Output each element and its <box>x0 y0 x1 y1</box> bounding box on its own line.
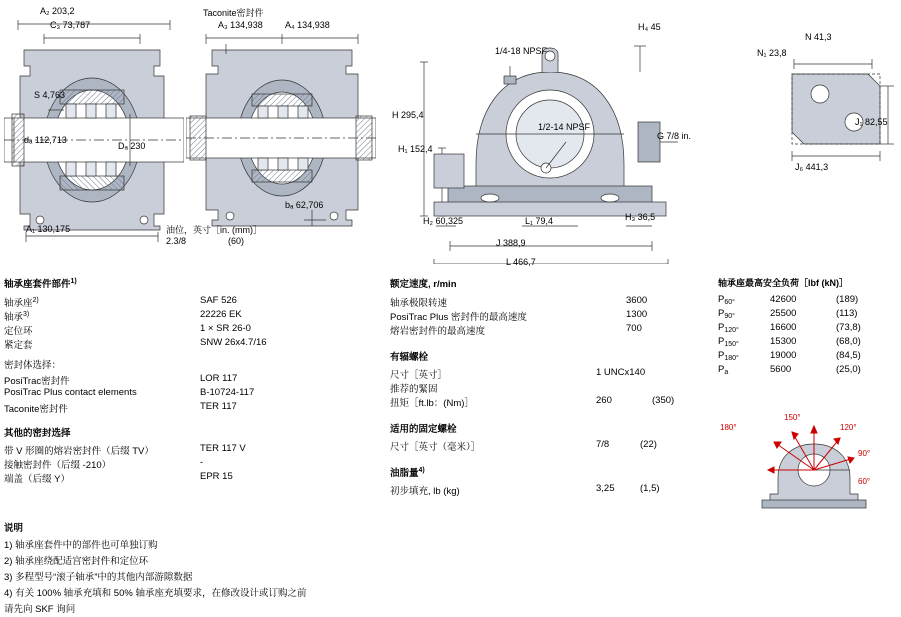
row-value: B-10724-117 <box>200 387 255 398</box>
row-value: LOR 117 <box>200 373 238 384</box>
dimension-label: Dₐ 230 <box>118 141 146 151</box>
table-row <box>718 308 898 322</box>
other-seal-title: 其他的密封选择 <box>4 428 71 439</box>
table-row <box>4 457 334 471</box>
table-row <box>4 323 334 337</box>
row-value-secondary: (25,0) <box>836 364 861 375</box>
angle-label-60: 60° <box>858 477 871 486</box>
dimension-label: 1/4-18 NPSF <box>495 46 548 56</box>
seal-options-title: 密封体选择： <box>4 360 62 371</box>
row-label: 初步填充, lb (kg) <box>390 486 460 497</box>
row-value: 3600 <box>626 295 648 306</box>
bearing-unit-components-table <box>4 276 334 485</box>
row-label: $P_{120^\circ}$ <box>718 322 739 334</box>
row-value: SAF 526 <box>200 295 237 306</box>
note-item: 1) 轴承座套件中的部件也可单独订购 <box>4 540 158 551</box>
dimension-label: bₐ 62,706 <box>285 200 324 210</box>
row-label: 轴承$^{3)}$ <box>4 310 30 323</box>
row-label: $P_{90^\circ}$ <box>718 308 735 320</box>
row-value: TER 117 V <box>200 443 246 454</box>
row-value-secondary: (350) <box>652 395 675 406</box>
note-item: 2) 轴承座绕配适宫密封件和定位环 <box>4 556 149 567</box>
note-item: 请先向 SKF 询问 <box>4 604 76 615</box>
dimension-label: (60) <box>228 236 245 246</box>
row-value-secondary: (68,0) <box>836 336 861 347</box>
dimension-label: 2.3/8 <box>166 236 187 246</box>
row-label: Taconite密封件 <box>4 404 68 415</box>
row-value: 22226 EK <box>200 309 242 320</box>
row-label: PosiTrac密封件 <box>4 376 70 387</box>
table-row <box>4 401 334 415</box>
dimension-label: A₄ 134,938 <box>285 20 330 30</box>
notes-title: 说明 <box>4 523 24 534</box>
row-value: 5600 <box>770 364 792 375</box>
row-label: 定位环 <box>4 326 33 337</box>
dimension-label: A₃ 134,938 <box>218 20 263 30</box>
angle-label-180: 180° <box>720 423 737 432</box>
table-row <box>718 336 898 350</box>
table-row <box>4 443 334 457</box>
safe-load-table <box>718 276 898 378</box>
fixing-bolt-title: 适用的固定螺栓 <box>390 424 457 435</box>
row-value: 260 <box>596 395 612 406</box>
dimension-label: N₁ 23,8 <box>757 48 787 58</box>
table-row <box>4 295 334 309</box>
angle-label-150: 150° <box>784 413 801 422</box>
table-row <box>4 373 334 387</box>
load-angle-diagram <box>718 408 888 518</box>
table-row <box>390 395 700 409</box>
dimension-label: L 466,7 <box>506 257 536 267</box>
row-value: SNW 26x4.7/16 <box>200 337 267 348</box>
row-value: 1 UNCx140 <box>596 367 646 378</box>
row-label: $P_{180^\circ}$ <box>718 350 739 362</box>
row-value: 7/8 <box>596 439 610 450</box>
row-value: 25500 <box>770 308 797 319</box>
grease-title: 油脂量$^{4)}$ <box>390 466 425 479</box>
ratings-table <box>390 276 700 497</box>
row-label: $P_a$ <box>718 364 729 376</box>
dimension-label: Taconite密封件 <box>203 8 264 18</box>
dimension-label: A₂ 203,2 <box>40 6 75 16</box>
row-value: 15300 <box>770 336 797 347</box>
dimension-label: G 7/8 in. <box>657 131 692 141</box>
row-value: EPR 15 <box>200 471 233 482</box>
table-row <box>390 295 700 309</box>
row-label: 带 V 形圈的熔岩密封件（后缀 TV） <box>4 446 154 457</box>
row-label: 轴承座$^{2)}$ <box>4 296 39 309</box>
notes-block <box>4 520 306 617</box>
table-row <box>390 483 700 497</box>
row-value: 3,25 <box>596 483 615 494</box>
dimension-label: H₄ 45 <box>638 22 661 32</box>
table-row <box>4 387 334 401</box>
row-value-secondary: (22) <box>640 439 657 450</box>
table-row <box>390 439 700 453</box>
row-label: $P_{60^\circ}$ <box>718 294 735 306</box>
row-value: 19000 <box>770 350 797 361</box>
table-row <box>390 323 700 337</box>
row-value: 1 × SR 26-0 <box>200 323 251 334</box>
row-label: 轴承极限转速 <box>390 298 448 309</box>
row-label: 接触密封件（后缀 -210） <box>4 460 112 471</box>
row-label: $P_{150^\circ}$ <box>718 336 739 348</box>
table-row <box>390 381 700 395</box>
row-value: 42600 <box>770 294 797 305</box>
row-label: 扭矩［ft.lb：(Nm)］ <box>390 398 474 409</box>
dimension-label: J 388,9 <box>496 238 526 248</box>
note-item: 3) 多程型号“滚子轴承”中的其他内部游隙数据 <box>4 572 193 583</box>
table-row <box>718 364 898 378</box>
table-row <box>4 471 334 485</box>
dimension-label: J₆ 441,3 <box>795 162 829 172</box>
dimension-label: L₁ 79,4 <box>525 216 554 226</box>
table-row <box>390 367 700 381</box>
row-value-secondary: (84,5) <box>836 350 861 361</box>
table-row <box>718 350 898 364</box>
table-row <box>718 322 898 336</box>
dimension-label: S 4,763 <box>34 90 66 100</box>
angle-label-120: 120° <box>840 423 857 432</box>
dimension-label: 1/2-14 NPSF <box>538 122 591 132</box>
dimension-label: 油位，英寸［in. (mm)］ <box>166 225 262 235</box>
row-label: 紧定套 <box>4 340 33 351</box>
dimension-label: H₃ 36,5 <box>625 212 656 222</box>
row-label: 尺寸［英寸］ <box>390 370 448 381</box>
row-value: - <box>200 457 204 468</box>
bolt-title: 有辐螺栓 <box>390 352 429 363</box>
dimension-label: H₁ 152,4 <box>398 144 433 154</box>
table-row <box>4 309 334 323</box>
row-label: PosiTrac Plus contact elements <box>4 387 137 398</box>
table-row <box>390 309 700 323</box>
row-label: 熔岩密封件的最高速度 <box>390 326 486 337</box>
row-label: 端盖（后缀 Y） <box>4 474 70 485</box>
row-label: 推荐的緊固 <box>390 384 438 395</box>
angle-label-90: 90° <box>858 449 871 458</box>
table-row <box>4 337 334 351</box>
table-row <box>718 294 898 308</box>
drawing-area <box>0 0 901 270</box>
row-label: PosiTrac Plus 密封件的最高速度 <box>390 312 527 323</box>
safe-load-title: 轴承座最高安全负荷［lbf (kN)］ <box>718 278 848 288</box>
row-label: 尺寸［英寸（毫米）］ <box>390 442 481 453</box>
dimension-label: dₐ 112,713 <box>24 135 67 145</box>
left-table-title: 轴承座套件部件$^{1)}$ <box>4 277 77 290</box>
dimension-label: H₂ 60,325 <box>423 216 464 226</box>
row-value: 16600 <box>770 322 797 333</box>
dimension-label: J₁ 82,55 <box>855 117 888 127</box>
row-value: 1300 <box>626 309 648 320</box>
row-value-secondary: (73,8) <box>836 322 861 333</box>
drawing-top-view <box>768 44 898 184</box>
row-value-secondary: (189) <box>836 294 859 305</box>
dimension-label: C₃ 73,787 <box>50 20 91 30</box>
row-value: TER 117 <box>200 401 237 412</box>
row-value-secondary: (1,5) <box>640 483 660 494</box>
speed-title: 额定速度, r/min <box>390 279 457 290</box>
dimension-label: H 295,4 <box>392 110 424 120</box>
row-value: 700 <box>626 323 642 334</box>
dimension-label: A₁ 130,175 <box>26 224 71 234</box>
dimension-label: N 41,3 <box>805 32 832 42</box>
note-item: 4) 有关 100% 轴承充填和 50% 轴承座充填要求，在修改设计或订购之前 <box>4 588 307 599</box>
row-value-secondary: (113) <box>836 308 858 319</box>
